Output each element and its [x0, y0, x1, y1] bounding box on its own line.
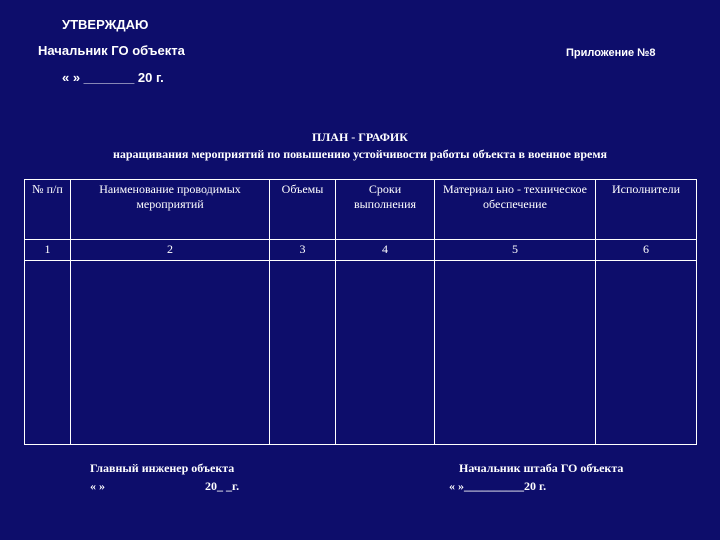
document-title: ПЛАН - ГРАФИК [312, 130, 408, 144]
header-cell-material-support: Материал ьно - техническое обеспечение [435, 180, 596, 240]
document-subtitle: наращивания мероприятий по повышению устойчивости работы объекта в военное время [112, 147, 608, 161]
table-header-row [25, 180, 697, 240]
approval-heading: УТВЕРЖДАЮ [62, 17, 149, 32]
chief-engineer-title: Главный инженер объекта [90, 461, 235, 475]
header-cell-activity: Наименование проводимых мероприятий [71, 180, 270, 240]
approver-position: Начальник ГО объекта [38, 43, 185, 58]
chief-engineer-date-line [90, 479, 239, 494]
header-cell-executors: Исполнители [596, 180, 697, 240]
column-number-cell: 5 [435, 240, 596, 261]
empty-cell [435, 261, 596, 445]
empty-cell [596, 261, 697, 445]
hq-chief-title: Начальник штаба ГО объекта [459, 461, 624, 475]
header-cell-deadlines: Сроки выполнения [336, 180, 435, 240]
empty-cell [71, 261, 270, 445]
plan-schedule-table [24, 179, 697, 445]
hq-chief-date-line: « »__________20 г. [449, 479, 547, 493]
table-empty-row [25, 261, 697, 445]
empty-cell [270, 261, 336, 445]
column-number-cell: 6 [596, 240, 697, 261]
column-number-cell: 4 [336, 240, 435, 261]
chief-engineer-date-year: 20_ _г. [205, 479, 240, 493]
column-number-row [25, 240, 697, 261]
empty-cell [25, 261, 71, 445]
header-cell-number: № п/п [25, 180, 71, 240]
approval-date-line: « » _______ 20 г. [62, 70, 164, 85]
column-number-cell: 1 [25, 240, 71, 261]
appendix-label: Приложение №8 [566, 47, 656, 59]
chief-engineer-date-quotes: « » [90, 479, 105, 493]
column-number-cell: 2 [71, 240, 270, 261]
header-cell-volumes: Объемы [270, 180, 336, 240]
empty-cell [336, 261, 435, 445]
column-number-cell: 3 [270, 240, 336, 261]
